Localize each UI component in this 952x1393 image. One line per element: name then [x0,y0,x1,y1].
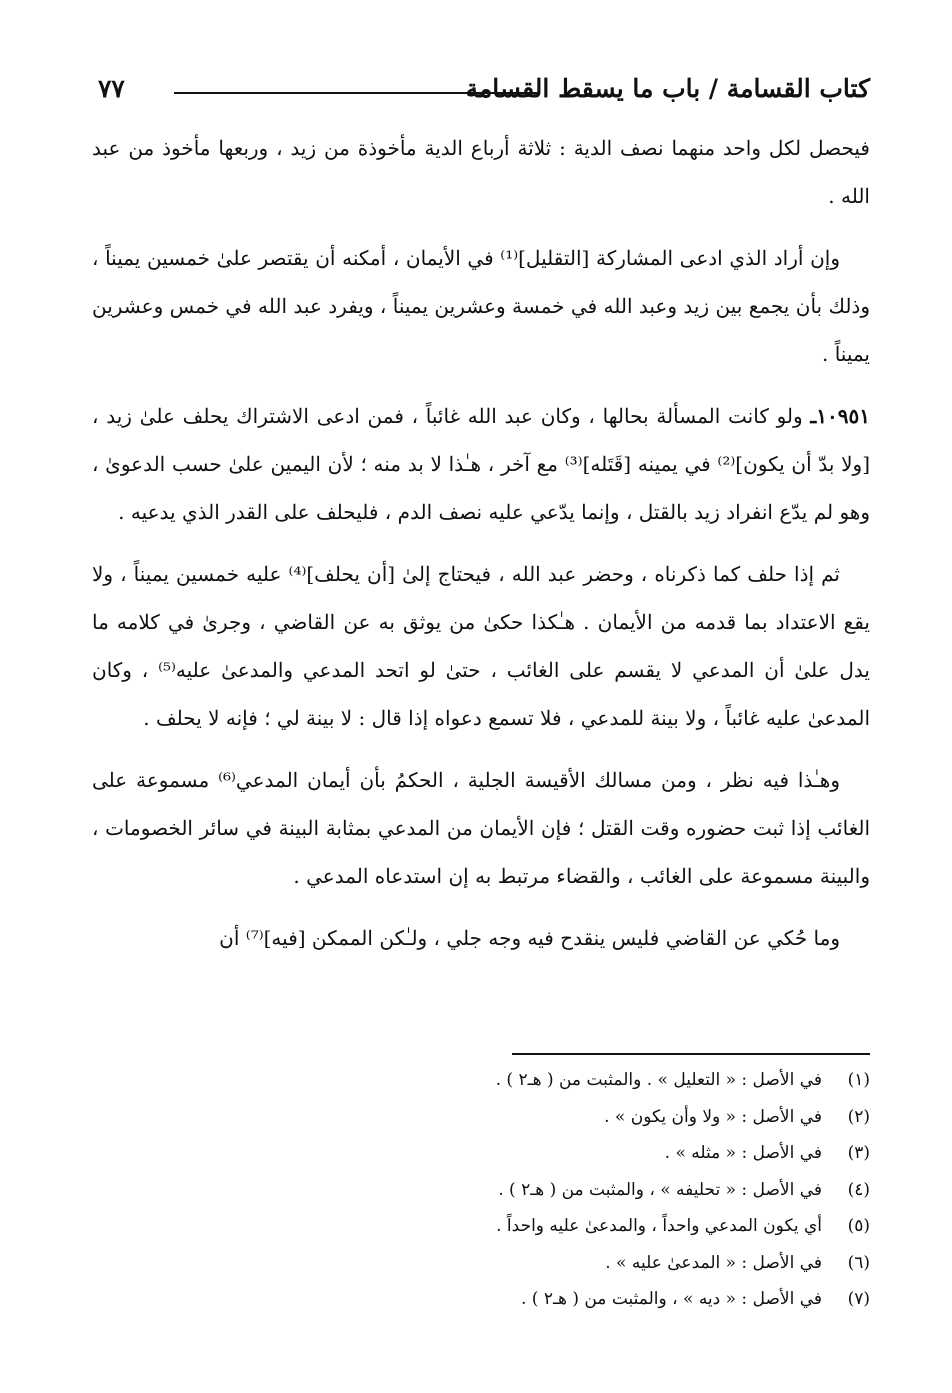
paragraph-1 [92,124,870,220]
footnotes [92,1062,870,1318]
footnote-number: (٤) [847,1179,870,1200]
paragraph-5 [92,756,870,900]
footnote-2 [92,1099,870,1136]
header-rule [174,92,538,94]
paragraph-6 [92,914,870,962]
footnote-number: (٣) [847,1143,870,1163]
footnote-text: في الأصل : « التعليل » . والمثبت من ( هـ٢ ) . [495,1070,822,1090]
footnote-text: في الأصل : « ولا وأن يكون » . [604,1106,822,1127]
footnote-text: في الأصل : « المدعىٰ عليه » . [605,1252,822,1273]
footnote-number: (١) [847,1070,870,1090]
footnote-text: أي يكون المدعي واحداً ، والمدعىٰ عليه واحداً . [496,1216,822,1236]
footnote-text: في الأصل : « ديه » ، والمثبت من ( هـ٢ ) . [521,1289,822,1309]
paragraph-2 [92,234,870,378]
footnote-number: (٧) [847,1289,870,1309]
footnote-7 [92,1281,870,1318]
running-header [98,72,870,112]
paragraph-text: وإن أراد الذي ادعى المشاركة [التقليل]⁽¹⁾ في الأيمان ، أمكنه أن يقتصر علىٰ خمسين يميناً ، وذلك بأن يجمع بين زيد وعبد الله في خمسة وعشرين يميناً ، ويفرد عبد الله في خمس وعشرين يميناً . [92,246,870,366]
issue-number: ١٠٩٥١ـ [810,404,870,428]
paragraph-text: وما حُكي عن القاضي فليس ينقدح فيه وجه جلي ، ولـٰكن الممكن [فيه]⁽⁷⁾ أن [219,926,840,950]
footnote-3 [92,1135,870,1172]
footnote-4 [92,1172,870,1209]
paragraph-text: فيحصل لكل واحد منهما نصف الدية : ثلاثة أرباع الدية مأخوذة من زيد ، وربعها مأخوذ من عبد الله . [92,136,870,208]
footnote-number: (٦) [847,1252,870,1273]
paragraph-text: ولو كانت المسألة بحالها ، وكان عبد الله غائباً ، فمن ادعى الاشتراك يحلف علىٰ زيد ، [ولا بدّ أن يكون]⁽²⁾ في يمينه [قَتَله]⁽³⁾ مع آخر ، هـٰذا لا بد منه ؛ لأن اليمين علىٰ حسب الدعوىٰ ، وهو لم يدّع انفراد زيد بالقتل ، وإنما يدّعي عليه نصف الدم ، فليحلف على القدر الذي يدعيه . [92,404,871,524]
footnote-6 [92,1245,870,1282]
footnote-number: (٢) [847,1106,870,1127]
footnote-text: في الأصل : « مثله » . [664,1143,822,1163]
paragraph-text: ثم إذا حلف كما ذكرناه ، وحضر عبد الله ، فيحتاج إلىٰ [أن يحلف]⁽⁴⁾ عليه خمسين يميناً ، ولا يقع الاعتداد بما قدمه من الأيمان . هـٰكذا حكىٰ من يوثق به عن القاضي ، وجرىٰ في كلامه ما يدل علىٰ أن المدعي لا يقسم على الغائب ، حتىٰ لو اتحد المدعي والمدعىٰ عليه⁽⁵⁾ ، وكان المدعىٰ عليه غائباً ، ولا بينة للمدعي ، فلا تسمع دعواه إذا قال : لا بينة لي ؛ فإنه لا يحلف . [92,562,870,730]
footnote-rule [512,1053,870,1055]
paragraph-3 [92,392,870,536]
paragraph-4 [92,550,870,742]
header-title: كتاب القسامة / باب ما يسقط القسامة [465,74,870,103]
footnote-number: (٥) [847,1216,870,1236]
footnote-text: في الأصل : « تحليفه » ، والمثبت من ( هـ٢ ) . [498,1179,822,1200]
page-number: ٧٧ [98,74,125,103]
paragraph-text: وهـٰذا فيه نظر ، ومن مسالك الأقيسة الجلية ، الحكمُ بأن أيمان المدعي⁽⁶⁾ مسموعة على الغائب إذا ثبت حضوره وقت القتل ؛ فإن الأيمان من المدعي بمثابة البينة في سائر الخصومات ، والبينة مسموعة على الغائب ، والقضاء مرتبط به إن استدعاه المدعي . [92,768,870,888]
footnote-5 [92,1208,870,1245]
footnote-1 [92,1062,870,1099]
main-text [92,124,870,976]
